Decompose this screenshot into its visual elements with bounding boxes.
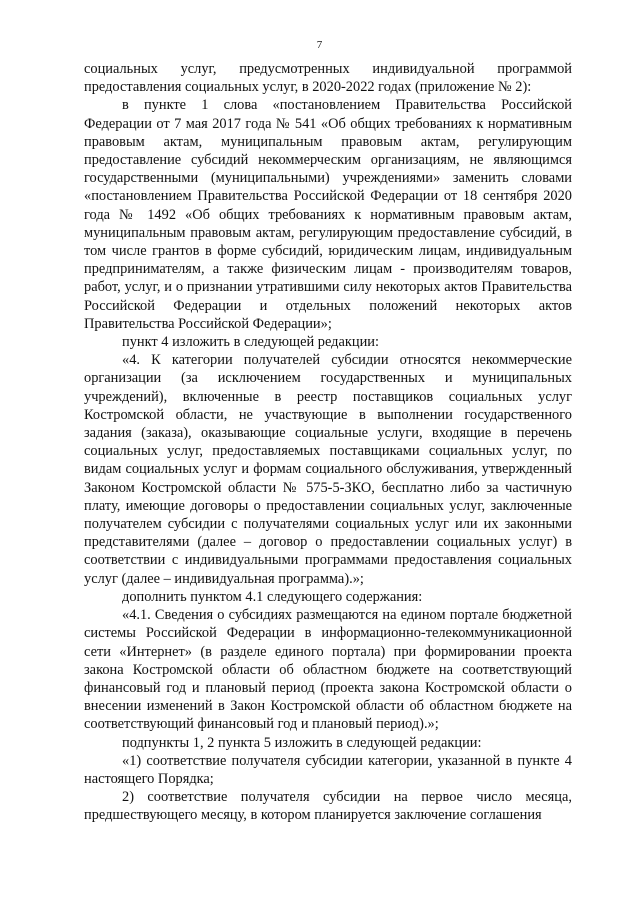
paragraph-point-4-intro: пункт 4 изложить в следующей редакции: bbox=[122, 334, 379, 351]
paragraph-point-1-amendment: в пункте 1 слова «постановлением Правительства Российской Федерации от 7 мая 2017 года № 541 «Об общих требованиях к нормативным правовым актам, муниципальным правовым актам, регулирующим предоставление субсидий некоммерческим организациям, не являющимся государственными (муниципальными) учреждениями» заменить словами «постановлением Правительства Российской Федерации от 18 сентября 2020 года № 1492 «Об общих требованиях к нормативным правовым актам, муниципальным правовым актам, регулирующим предоставление субсидий, в том числе грантов в форме субсидий, юридическим лицам, индивидуальным предпринимателям, а также физическим лицам - производителям товаров, работ, услуг, и о признании утратившими силу некоторых актов Правительства Российской Федерации и отдельных положений некоторых актов Правительства Российской Федерации»; bbox=[84, 97, 572, 332]
paragraph-point-4-text: «4. К категории получателей субсидии относятся некоммерческие организации (за исключением государственных и муниципальных учреждений), включенные в реестр поставщиков социальных услуг Костромской области, не участвующие в выполнении государственного задания (заказа), оказывающие социальные услуги, входящие в перечень социальных услуг, предоставляемых поставщиками социальных услуг, по видам социальных услуг и формам социального обслуживания, утвержденный Законом Костромской области № 575-5-ЗКО, бесплатно либо за частичную плату, имеющие договоры о предоставлении социальных услуг, заключенные получателем субсидии с получателями социальных услуг или их законными представителями (далее – договор о предоставлении социальных услуг) в соответствии с индивидуальными программами предоставления социальных услуг (далее – индивидуальная программа).»; bbox=[84, 352, 572, 587]
document-body bbox=[84, 60, 572, 825]
paragraph-subpoint-2: 2) соответствие получателя субсидии на первое число месяца, предшествующего месяцу, в котором планируется заключение соглашения bbox=[84, 789, 572, 824]
paragraph-point-4-1-intro: дополнить пунктом 4.1 следующего содержания: bbox=[122, 588, 423, 605]
paragraph-continuation: социальных услуг, предусмотренных индивидуальной программой предоставления социальных услуг, в 2020-2022 годах (приложение № 2): bbox=[84, 61, 572, 96]
paragraph-subpoint-1: «1) соответствие получателя субсидии категории, указанной в пункте 4 настоящего Порядка; bbox=[84, 752, 572, 787]
paragraph-point-5-intro: подпункты 1, 2 пункта 5 изложить в следующей редакции: bbox=[122, 734, 482, 751]
paragraph-point-4-1-text: «4.1. Сведения о субсидиях размещаются на едином портале бюджетной системы Российской Федерации в информационно-телекоммуникационной сети «Интернет» (в разделе единого портала) при формировании проекта закона Костромской области об областном бюджете на соответствующий финансовый год и плановый период (проекта закона Костромской области о внесении изменений в Закон Костромской области об областном бюджете на соответствующий финансовый год и плановый период).»; bbox=[84, 607, 572, 733]
page-number: 7 bbox=[316, 39, 323, 51]
